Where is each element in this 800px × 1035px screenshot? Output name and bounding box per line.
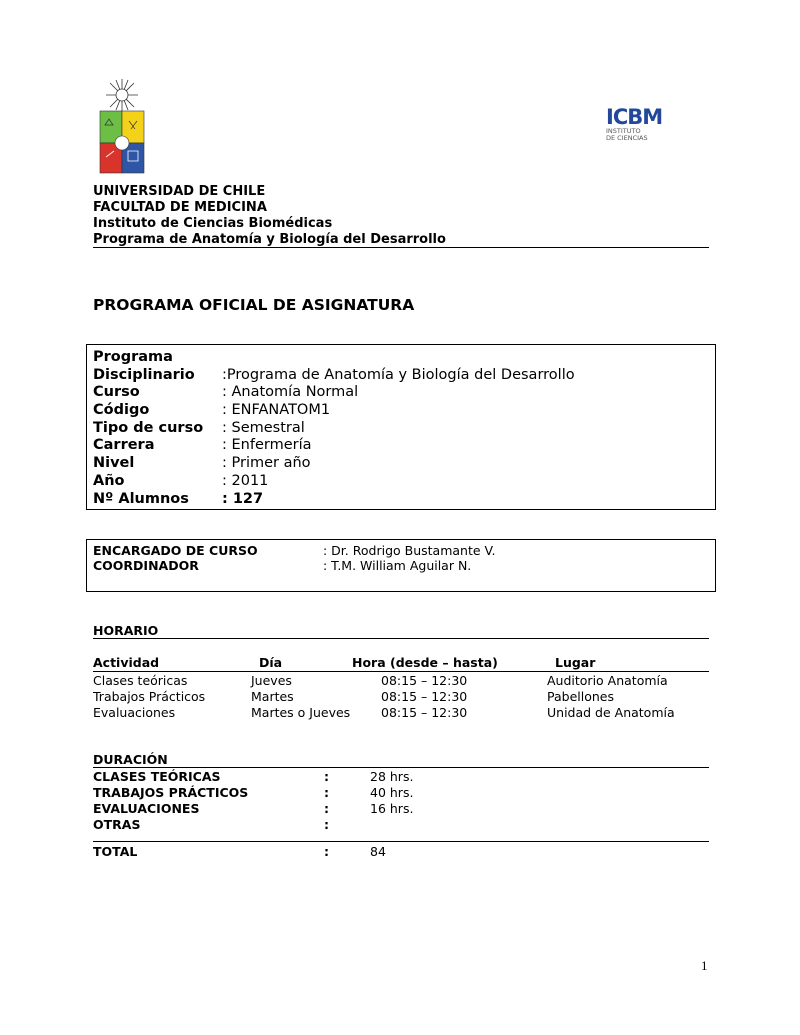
anio-label: Año [93, 473, 125, 489]
universidad-de-chile-crest [96, 77, 148, 177]
horario-cell: Clases teóricas [93, 673, 188, 688]
horario-header-hora: Hora (desde – hasta) [352, 655, 498, 670]
duracion-title: DURACIÓN [93, 752, 168, 767]
codigo-value: : ENFANATOM1 [222, 402, 331, 418]
total-value: 84 [370, 844, 386, 859]
star-emblem [106, 79, 138, 111]
duracion-value: 40 hrs. [370, 785, 414, 800]
encargado-label: ENCARGADO DE CURSO [93, 543, 258, 558]
document-title: PROGRAMA OFICIAL DE ASIGNATURA [93, 296, 415, 314]
codigo-label: Código [93, 402, 150, 418]
coordinador-value: : T.M. William Aguilar N. [323, 558, 472, 573]
carrera-label: Carrera [93, 437, 155, 453]
horario-cell: 08:15 – 12:30 [381, 689, 468, 704]
duracion-label: OTRAS [93, 817, 141, 832]
tipo-label: Tipo de curso [93, 420, 204, 436]
duracion-colon: : [324, 817, 329, 832]
page-number: 1 [701, 958, 708, 973]
duracion-label: CLASES TEÓRICAS [93, 769, 221, 784]
horario-cell: Unidad de Anatomía [547, 705, 675, 720]
nivel-label: Nivel [93, 455, 135, 471]
duracion-value: 16 hrs. [370, 801, 414, 816]
alumnos-value: : 127 [222, 491, 264, 507]
tipo-value: : Semestral [222, 420, 305, 436]
university-name: UNIVERSIDAD DE CHILE [93, 184, 266, 199]
duracion-label: TRABAJOS PRÁCTICOS [93, 785, 249, 800]
icbm-logo: ICBM INSTITUTO DE CIENCIAS [606, 105, 663, 142]
horario-cell: Trabajos Prácticos [93, 689, 206, 704]
header-divider [93, 247, 709, 248]
duracion-colon: : [324, 785, 329, 800]
horario-cell: Pabellones [547, 689, 614, 704]
programa-label: Programa [93, 349, 173, 365]
horario-cell: Martes o Jueves [251, 705, 351, 720]
disciplinario-value: :Programa de Anatomía y Biología del Desarrollo [222, 367, 575, 383]
duracion-colon: : [324, 801, 329, 816]
horario-cell: Auditorio Anatomía [547, 673, 668, 688]
horario-cell: 08:15 – 12:30 [381, 673, 468, 688]
carrera-value: : Enfermería [222, 437, 312, 453]
horario-title: HORARIO [93, 623, 159, 638]
encargado-value: : Dr. Rodrigo Bustamante V. [323, 543, 496, 558]
institution-header [93, 184, 446, 248]
nivel-value: : Primer año [222, 455, 311, 471]
duracion-value: 28 hrs. [370, 769, 414, 784]
horario-cell: 08:15 – 12:30 [381, 705, 468, 720]
duracion-label: EVALUACIONES [93, 801, 200, 816]
duracion-divider [93, 767, 709, 768]
total-label: TOTAL [93, 844, 138, 859]
total-divider [93, 841, 709, 842]
horario-cell: Evaluaciones [93, 705, 176, 720]
program-name: Programa de Anatomía y Biología del Desarrollo [93, 232, 446, 247]
horario-header-dia: Día [259, 655, 283, 670]
alumnos-label: Nº Alumnos [93, 491, 189, 507]
curso-label: Curso [93, 384, 140, 400]
coordinador-label: COORDINADOR [93, 558, 199, 573]
institute-name: Instituto de Ciencias Biomédicas [93, 216, 333, 231]
horario-header-divider [93, 671, 709, 672]
anio-value: : 2011 [222, 473, 269, 489]
duracion-colon: : [324, 769, 329, 784]
horario-header-lugar: Lugar [555, 655, 596, 670]
horario-divider [93, 638, 709, 639]
horario-header-actividad: Actividad [93, 655, 160, 670]
curso-value: : Anatomía Normal [222, 384, 359, 400]
faculty-name: FACULTAD DE MEDICINA [93, 200, 267, 215]
horario-cell: Martes [251, 689, 294, 704]
total-colon: : [324, 844, 329, 859]
disciplinario-label: Disciplinario [93, 367, 195, 383]
horario-cell: Jueves [251, 673, 292, 688]
